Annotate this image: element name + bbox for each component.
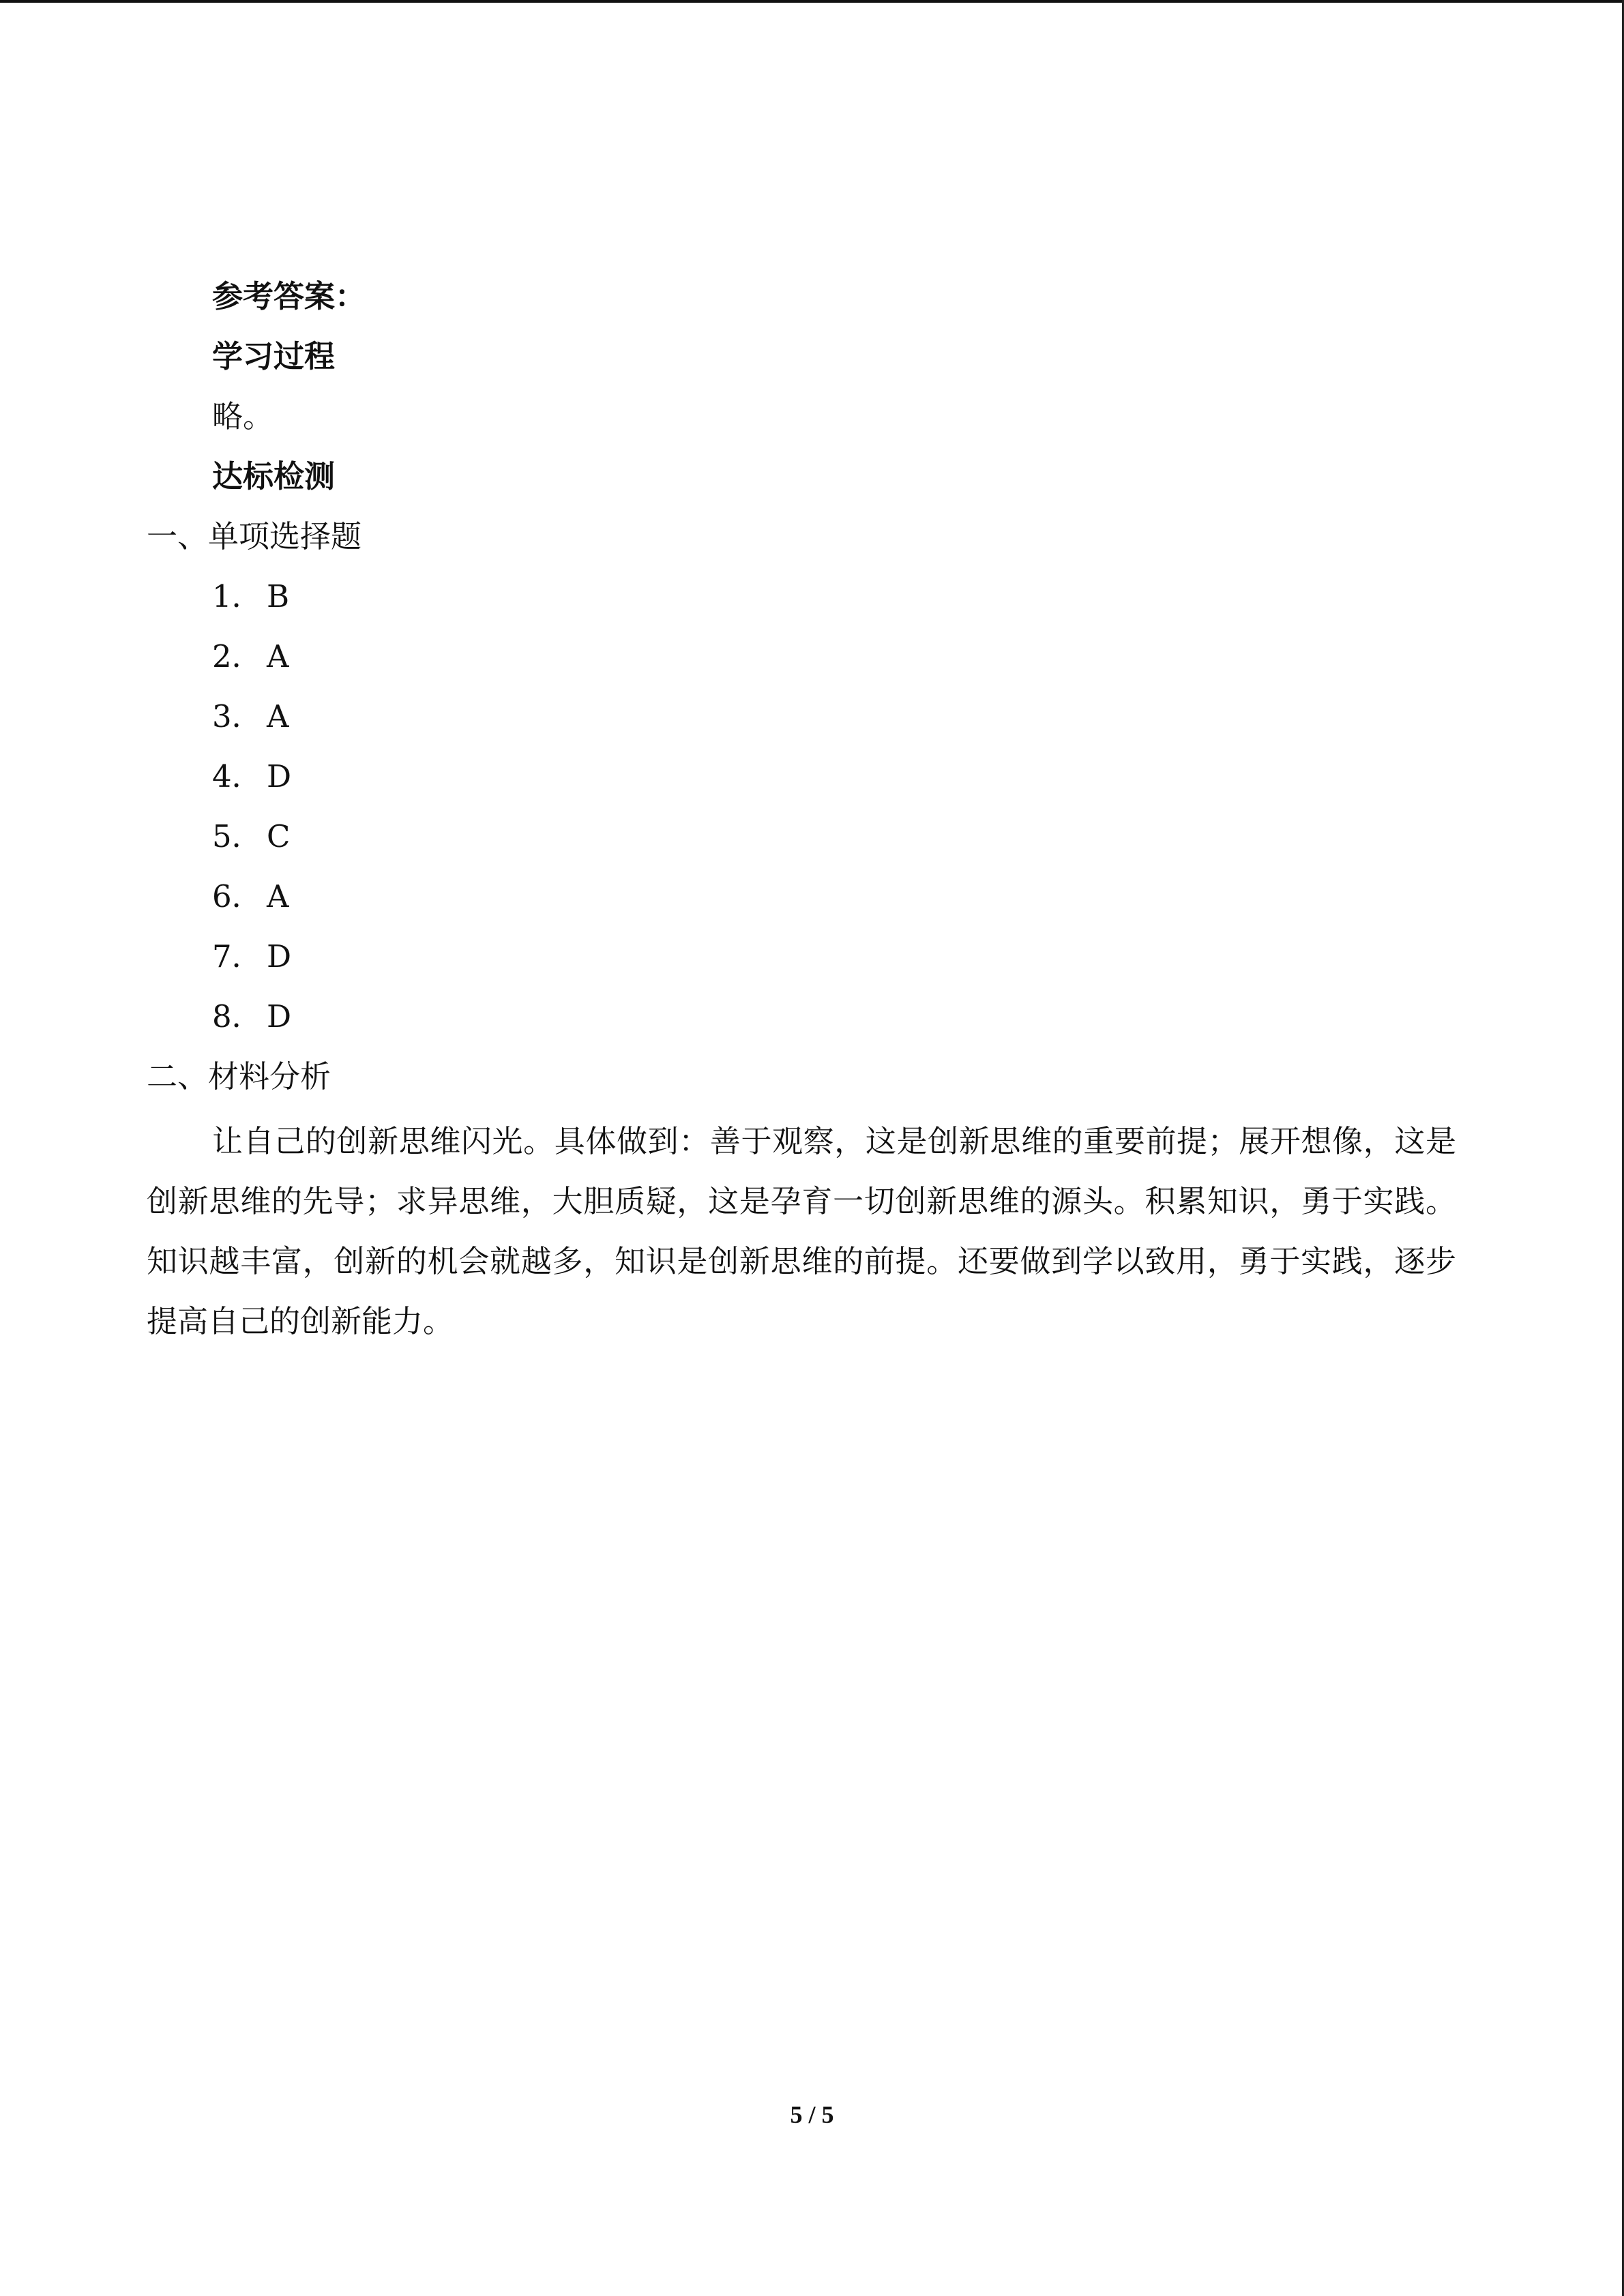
part2-title: 二、材料分析 [147, 1058, 331, 1094]
answer-value: D [267, 938, 292, 974]
answer-value: C [267, 818, 291, 854]
answer-number: 3． [212, 698, 263, 734]
answer-item [212, 876, 289, 917]
answer-number: 4． [212, 758, 263, 794]
answer-value: A [267, 638, 289, 674]
answer-number: 2． [212, 638, 263, 674]
answer-value: D [267, 998, 292, 1034]
answer-number: 8． [212, 998, 263, 1034]
answer-item [212, 936, 291, 977]
answer-value: D [267, 758, 292, 794]
material-analysis-paragraph: 让自己的创新思维闪光。具体做到：善于观察，这是创新思维的重要前提；展开想像，这是创新思维的先导；求异思维，大胆质疑，这是孕育一切创新思维的源头。积累知识，勇于实践。知识越丰富，创新的机会就越多，知识是创新思维的前提。还要做到学以致用，勇于实践，逐步提高自己的创新能力。 [147, 1123, 1456, 1339]
answer-item [212, 696, 289, 737]
answer-value: B [267, 578, 290, 614]
answer-item [212, 816, 290, 857]
answer-item [212, 576, 289, 617]
section-content-learning-process: 略。 [212, 398, 274, 434]
section-title-assessment: 达标检测 [212, 458, 336, 494]
answer-number: 7． [212, 938, 263, 974]
answer-value: A [267, 698, 289, 734]
answer-number: 6． [212, 878, 263, 914]
answer-value: A [267, 878, 289, 914]
answer-number: 1． [212, 578, 263, 614]
part1-title: 一、单项选择题 [147, 518, 362, 554]
answer-number: 5． [212, 818, 263, 854]
section-title-learning-process: 学习过程 [212, 338, 336, 374]
answer-item [212, 756, 291, 797]
page-number: 5 / 5 [790, 2101, 834, 2128]
answer-item [212, 996, 291, 1037]
answer-item [212, 636, 289, 677]
answer-key-heading: 参考答案： [212, 278, 366, 314]
